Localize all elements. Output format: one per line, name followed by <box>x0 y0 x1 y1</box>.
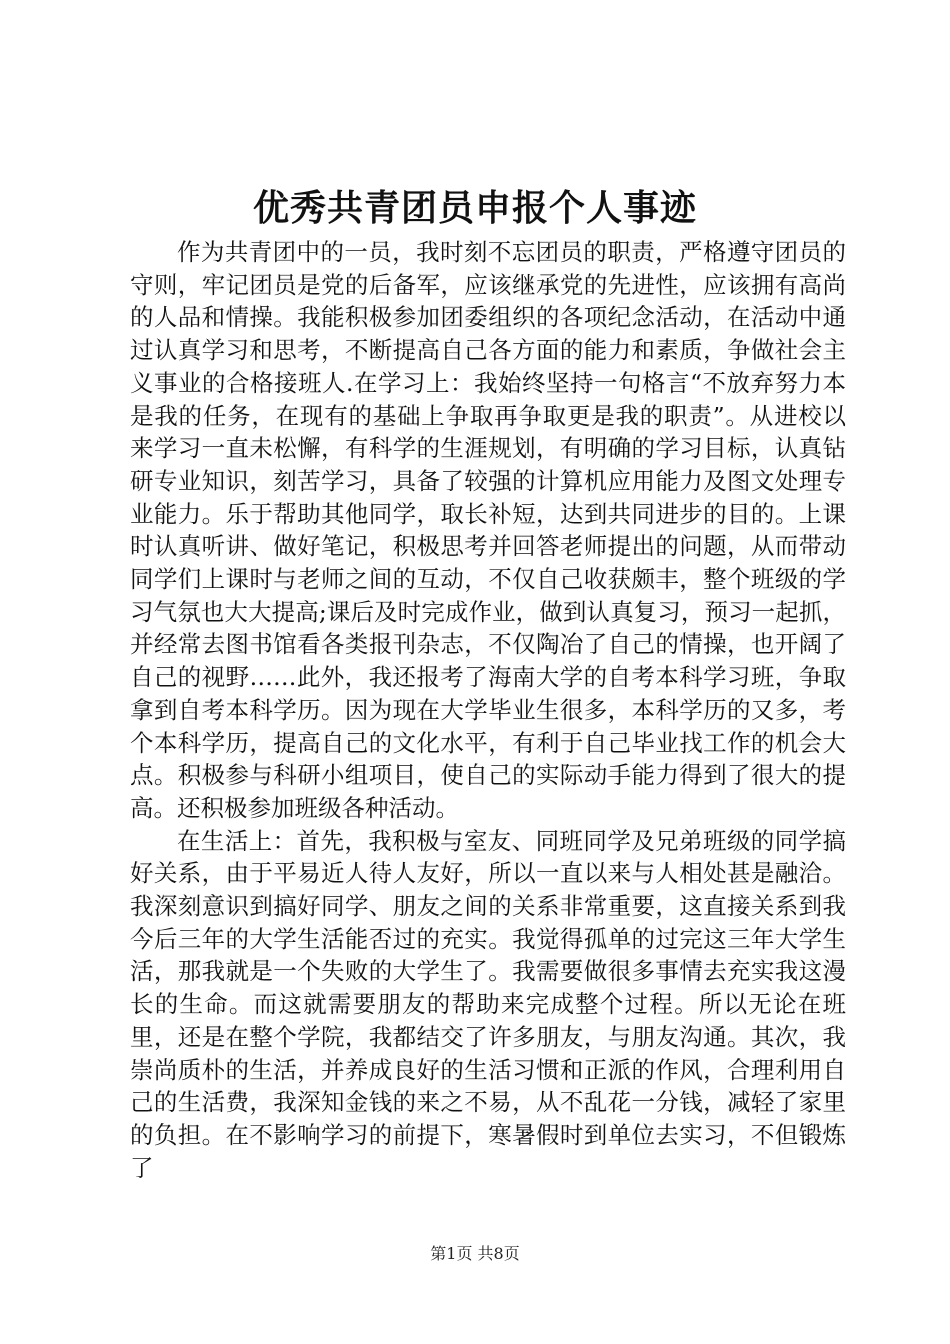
document-title: 优秀共青团员申报个人事迹 <box>252 187 697 229</box>
page-footer: 第1页 共8页 <box>430 1244 520 1263</box>
paragraph-study: 作为共青团中的一员，我时刻不忘团员的职责，严格遵守团员的守则，牢记团员是党的后备军，应该继承党的先进性，应该拥有高尚的人品和情操。我能积极参加团委组织的各项纪念活动，在活动中通过认真学习和思考，不断提高自己各方面的能力和素质，争做社会主义事业的合格接班人.在学习上：我始终坚持一句格言“不放弃努力本是我的任务，在现有的基础上争取再争取更是我的职责”。从进校以来学习一直未松懈，有科学的生涯规划，有明确的学习目标，认真钻研专业知识，刻苦学习，具备了较强的计算机应用能力及图文处理专业能力。乐于帮助其他同学，取长补短，达到共同进步的目的。上课时认真听讲、做好笔记，积极思考并回答老师提出的问题，从而带动同学们上课时与老师之间的互动，不仅自己收获颇丰，整个班级的学习气氛也大大提高;课后及时完成作业，做到认真复习，预习一起抓，并经常去图书馆看各类报刊杂志，不仅陶冶了自己的情操，也开阔了自己的视野……此外，我还报考了海南大学的自考本科学习班，争取拿到自考本科学历。因为现在大学毕业生很多，本科学历的又多，考个本科学历，提高自己的文化水平，有利于自己毕业找工作的机会大点。积极参与科研小组项目，使自己的实际动手能力得到了很大的提高。还积极参加班级各种活动。 <box>130 238 846 822</box>
paragraph-life: 在生活上：首先，我积极与室友、同班同学及兄弟班级的同学搞好关系，由于平易近人待人友好，所以一直以来与人相处甚是融洽。我深刻意识到搞好同学、朋友之间的关系非常重要，这直接关系到我今后三年的大学生活能否过的充实。我觉得孤单的过完这三年大学生活，那我就是一个失败的大学生了。我需要做很多事情去充实我这漫长的生命。而这就需要朋友的帮助来完成整个过程。所以无论在班里，还是在整个学院，我都结交了许多朋友，与朋友沟通。其次，我崇尚质朴的生活，并养成良好的生活习惯和正派的作风，合理利用自己的生活费，我深知金钱的来之不易，从不乱花一分钱，减轻了家里的负担。在不影响学习的前提下，寒暑假时到单位去实习，不但锻炼了 <box>130 826 846 1182</box>
document-body <box>130 236 846 1184</box>
